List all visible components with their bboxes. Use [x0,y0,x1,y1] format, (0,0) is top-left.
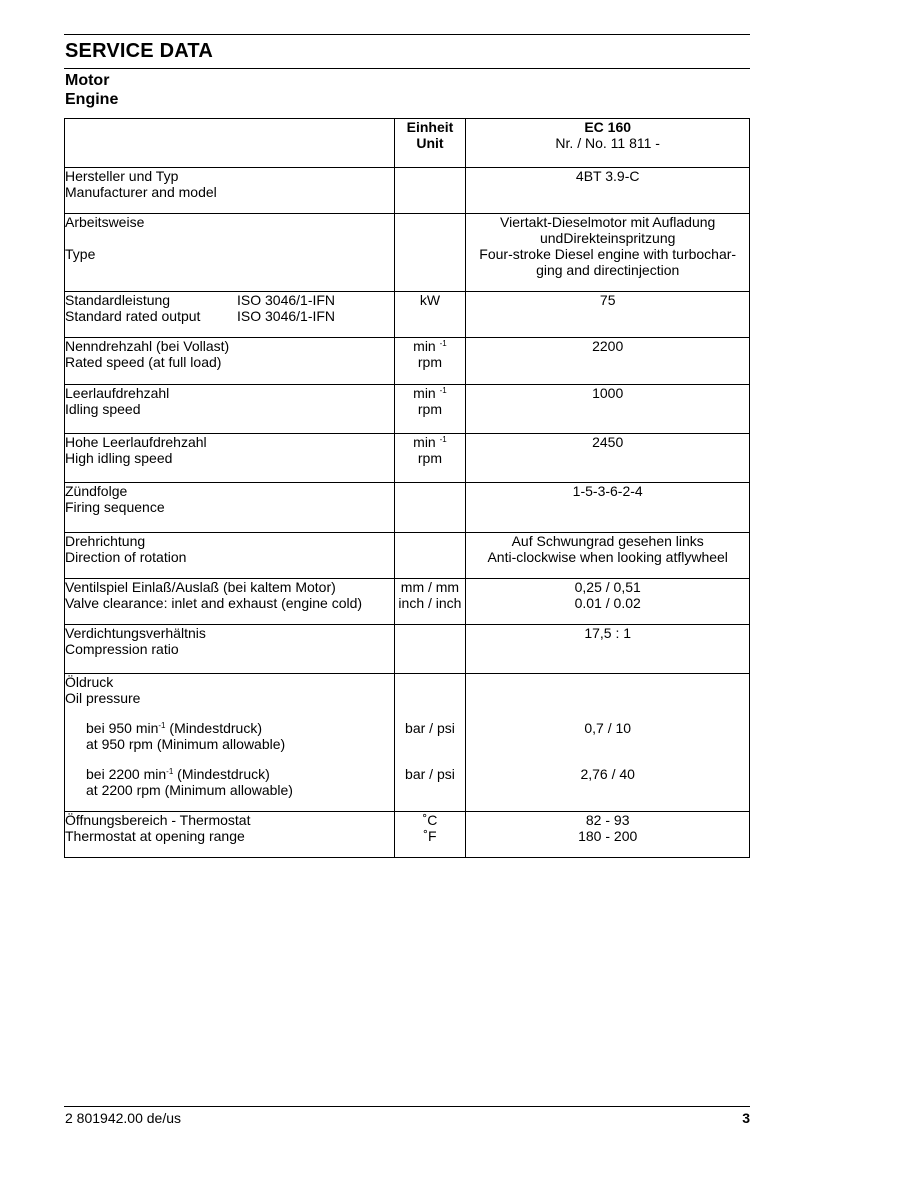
header-label-cell [65,119,395,168]
row-label [65,434,395,483]
label-de-ref: ISO 3046/1-IFN [237,292,336,308]
row-label [65,483,395,533]
header-unit-cell [394,119,466,168]
row-label [65,625,395,674]
row-label [65,214,395,292]
document-number: 2 801942.00 de/us [65,1110,181,1126]
row-unit: bar / psi bar / psi [394,674,466,812]
label-en: Firing sequence [65,499,165,515]
label-de: Nenndrehzahl (bei Vollast) [65,338,230,354]
label-de: Drehrichtung [65,533,146,549]
header-unit-de: Einheit [406,119,454,135]
row-label [65,385,395,434]
section-title-en: Engine [65,91,119,108]
table-row [65,385,750,434]
row-label [65,292,395,338]
table-row [65,483,750,533]
label-en: Oil pressure [65,690,141,706]
table-row [65,434,750,483]
row-unit: min $^{-1}$ rpm [394,338,466,385]
footer-rule [64,1106,750,1107]
row-label [65,674,395,812]
label-de: Hersteller und Typ [65,168,179,184]
row-label [65,533,395,579]
table-row [65,579,750,625]
table-row [65,338,750,385]
row-value: 2200 [466,338,750,385]
label-de: Öffnungsbereich - Thermostat [65,812,251,828]
table-header-row [65,119,750,168]
row-value: 1-5-3-6-2-4 [466,483,750,533]
page-title: SERVICE DATA [65,40,213,62]
row-value: Auf Schwungrad gesehen links Anti-clockwise when looking atflywheel [466,533,750,579]
row-unit: mm / mm inch / inch [394,579,466,625]
row-value: 0,25 / 0,51 0.01 / 0.02 [466,579,750,625]
row-unit: min $^{-1}$ rpm [394,434,466,483]
table-row [65,214,750,292]
title-rule [64,68,750,69]
row-unit: kW [394,292,466,338]
label-en-ref: ISO 3046/1-IFN [237,308,336,324]
sublabel-de: bei 950 $\min^{-1}$ (Mindestdruck) [86,720,262,736]
row-unit [394,214,466,292]
row-label [65,338,395,385]
sublabel-en: at 2200 rpm (Minimum allowable) [86,782,293,798]
row-value: 75 [466,292,750,338]
header-unit-en: Unit [416,135,444,151]
header-model: EC 160 [584,119,632,135]
label-en: Direction of rotation [65,549,187,565]
label-en: Valve clearance: inlet and exhaust (engine cold) [65,595,363,611]
row-value: 82 - 93 180 - 200 [466,812,750,858]
row-label [65,812,395,858]
row-unit [394,533,466,579]
row-unit: min $^{-1}$ rpm [394,385,466,434]
label-en: Standard rated output [65,308,201,324]
table-row [65,533,750,579]
table-row [65,812,750,858]
row-value: 0,7 / 10 2,76 / 40 [466,674,750,812]
row-value: 2450 [466,434,750,483]
row-value: 4BT 3.9-C [466,168,750,214]
row-unit [394,625,466,674]
label-en: Compression ratio [65,641,179,657]
table-row [65,168,750,214]
label-en: High idling speed [65,450,173,466]
row-value: Viertakt-Dieselmotor mit Aufladung undDirekteinspritzung Four-stroke Diesel engine with turbochar- ging and directinjection [466,214,750,292]
top-rule [64,34,750,35]
label-de: Arbeitsweise [65,214,145,230]
row-value: 1000 [466,385,750,434]
label-de: Öldruck [65,674,114,690]
engine-spec-table [64,118,750,858]
row-label [65,579,395,625]
row-unit: ˚C ˚F [394,812,466,858]
row-unit [394,483,466,533]
sublabel-de: bei 2200 $\min^{-1}$ (Mindestdruck) [86,766,270,782]
label-de: Ventilspiel Einlaß/Auslaß (bei kaltem Motor) [65,579,336,595]
label-de: Hohe Leerlaufdrehzahl [65,434,207,450]
table-row [65,292,750,338]
page-number: 3 [742,1110,750,1126]
table-row [65,674,750,812]
row-value: 17,5 : 1 [466,625,750,674]
label-de: Standardleistung [65,292,171,308]
label-en: Type [65,246,96,262]
table-row [65,625,750,674]
row-unit [394,168,466,214]
label-de: Leerlaufdrehzahl [65,385,170,401]
label-de: Zündfolge [65,483,128,499]
header-serial: Nr. / No. 11 811 - [555,135,660,151]
section-title-de: Motor [65,72,110,89]
label-de: Verdichtungsverhältnis [65,625,206,641]
header-model-cell [466,119,750,168]
label-en: Thermostat at opening range [65,828,245,844]
sublabel-en: at 950 rpm (Minimum allowable) [86,736,286,752]
label-en: Idling speed [65,401,141,417]
label-en: Rated speed (at full load) [65,354,222,370]
label-en: Manufacturer and model [65,184,217,200]
row-label [65,168,395,214]
